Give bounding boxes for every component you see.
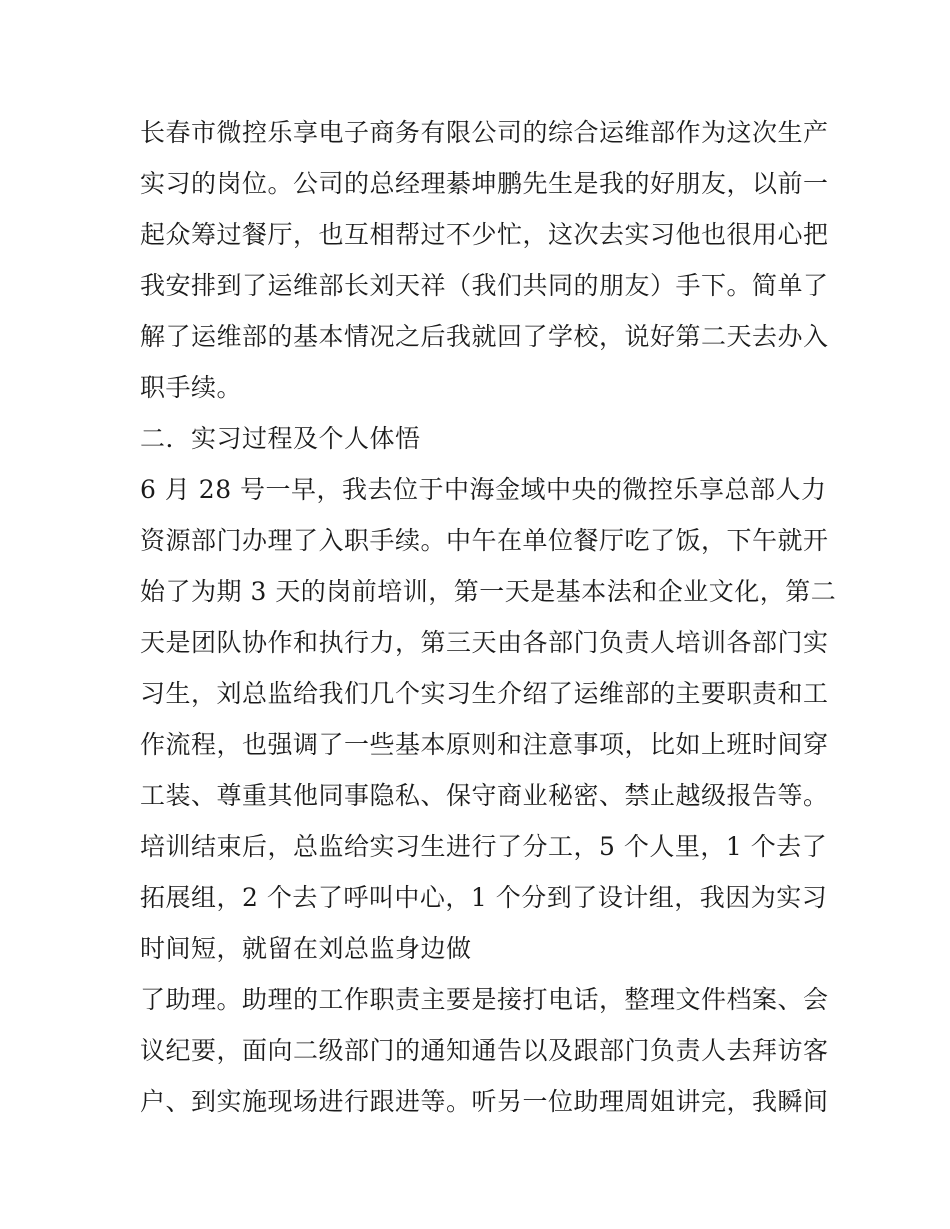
text-line: 作流程，也强调了一些基本原则和注意事项，比如上班时间穿 bbox=[140, 730, 829, 759]
text-line: 了助理。助理的工作职责主要是接打电话，整理文件档案、会 bbox=[140, 985, 829, 1014]
text-line: 工装、尊重其他同事隐私、保守商业秘密、禁止越级报告等。 bbox=[140, 781, 829, 810]
text-line: 议纪要，面向二级部门的通知通告以及跟部门负责人去拜访客 bbox=[140, 1036, 829, 1065]
text-line: 解了运维部的基本情况之后我就回了学校，说好第二天去办入 bbox=[140, 322, 829, 351]
text-line: 培训结束后，总监给实习生进行了分工，5 个人里，1 个去了 bbox=[140, 832, 828, 861]
text-line: 起众筹过餐厅，也互相帮过不少忙，这次去实习他也很用心把 bbox=[140, 220, 829, 249]
text-line: 实习的岗位。公司的总经理綦坤鹏先生是我的好朋友，以前一 bbox=[140, 169, 829, 198]
text-line: 6 月 28 号一早，我去位于中海金域中央的微控乐享总部人力 bbox=[140, 475, 827, 504]
text-line: 习生，刘总监给我们几个实习生介绍了运维部的主要职责和工 bbox=[140, 679, 829, 708]
text-line: 始了为期 3 天的岗前培训，第一天是基本法和企业文化，第二 bbox=[140, 577, 837, 606]
text-line: 我安排到了运维部长刘天祥（我们共同的朋友）手下。简单了 bbox=[140, 271, 829, 300]
section-heading: 二．实习过程及个人体悟 bbox=[140, 424, 421, 453]
body-text bbox=[140, 107, 840, 1127]
text-line: 天是团队协作和执行力，第三天由各部门负责人培训各部门实 bbox=[140, 628, 829, 657]
text-line: 资源部门办理了入职手续。中午在单位餐厅吃了饭，下午就开 bbox=[140, 526, 829, 555]
text-line: 拓展组，2 个去了呼叫中心，1 个分到了设计组，我因为实习 bbox=[140, 883, 828, 912]
text-line: 长春市微控乐享电子商务有限公司的综合运维部作为这次生产 bbox=[140, 118, 829, 147]
text-line: 时间短，就留在刘总监身边做 bbox=[140, 934, 472, 963]
text-line: 户、到实施现场进行跟进等。听另一位助理周姐讲完，我瞬间 bbox=[140, 1087, 829, 1116]
text-line: 职手续。 bbox=[140, 373, 243, 402]
